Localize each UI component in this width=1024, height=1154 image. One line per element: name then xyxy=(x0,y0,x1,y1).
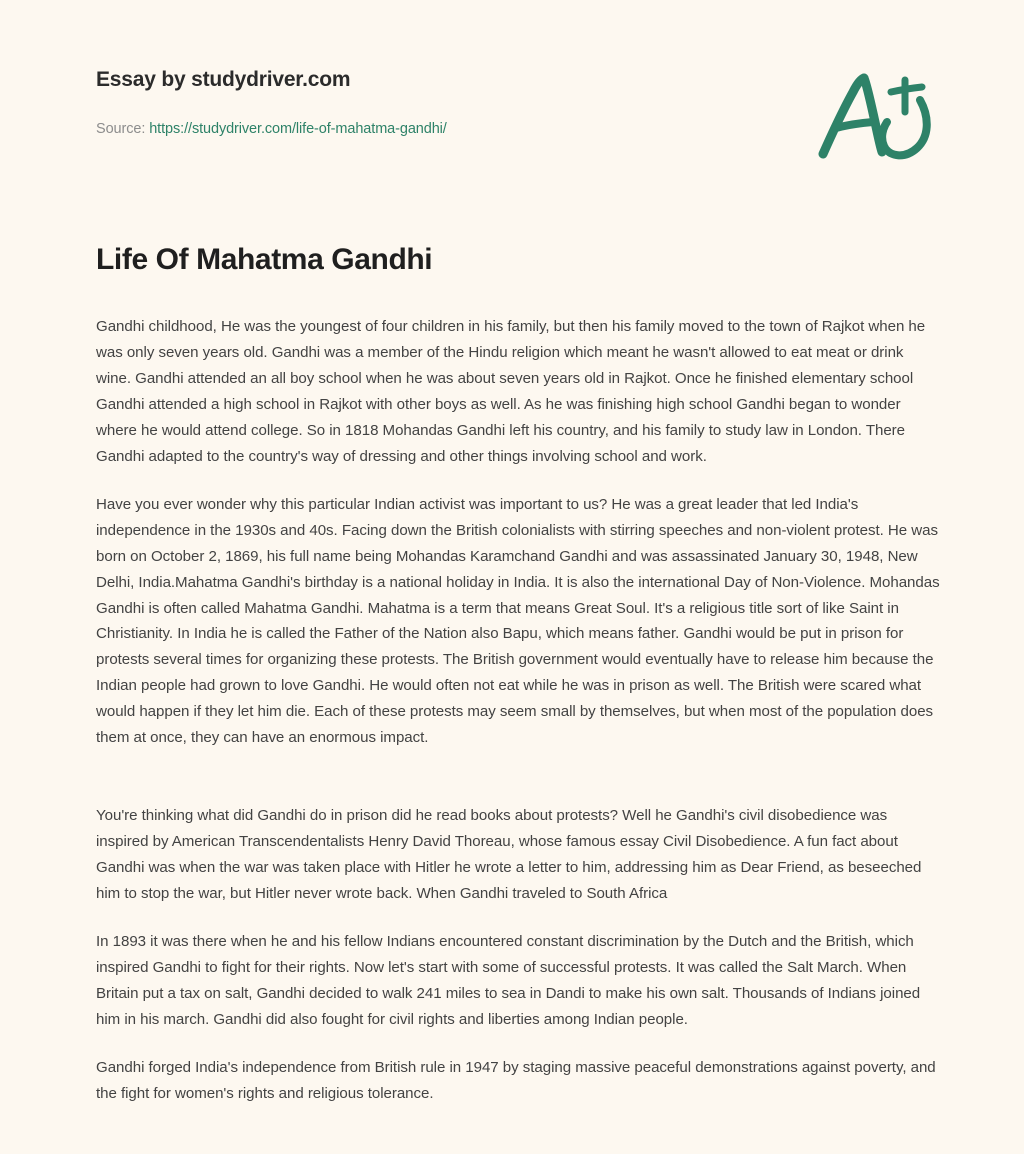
paragraph: You're thinking what did Gandhi do in prison did he read books about protests? Well he Gandhi's civil disobedience was inspired by American Transcendentalists Henry David Thoreau, whose famous essay Civil Disobedience. A fun fact about Gandhi was when the war was taken place with Hitler he wrote a letter to him, addressing him as Dear Friend, as beseeched him to stop the war, but Hitler never wrote back. When Gandhi traveled to South Africa xyxy=(96,807,922,903)
page-title: Life Of Mahatma Gandhi xyxy=(96,243,433,276)
source-url-link[interactable]: https://studydriver.com/life-of-mahatma-gandhi/ xyxy=(149,121,447,137)
paragraph: Have you ever wonder why this particular Indian activist was important to us? He was a great leader that led India's independence in the 1930s and 40s. Facing down the British colonialists with stirring speeches and non-violent protest. He was born on October 2, 1869, his full name being Mohandas Karamchand Gandhi and was assassinated January 30, 1948, New Delhi, India.Mahatma Gandhi's birthday is a national holiday in India. It is also the international Day of Non-Violence. Mohandas Gandhi is often called Mahatma Gandhi. Mahatma is a term that means Great Soul. It's a religious title sort of like Saint in Christianity. In India he is called the Father of the Nation also Bapu, which means father. Gandhi would be put in prison for protests several times for organizing these protests. The British government would eventually have to release him because the Indian people had grown to love Gandhi. He would often not eat while he was in prison as well. The British were scared what would happen if they let him die. Each of these protests may seem small by themselves, but when most of the population does them at once, they can have an enormous impact. xyxy=(96,495,940,747)
source-line xyxy=(96,121,447,137)
paragraph: Gandhi forged India's independence from British rule in 1947 by staging massive peaceful demonstrations against poverty, and the fight for women's rights and religious tolerance. xyxy=(96,1058,936,1102)
a-plus-logo-icon xyxy=(805,62,955,172)
article xyxy=(96,242,941,1107)
source-label: Source: xyxy=(96,121,146,137)
byline: Essay by studydriver.com xyxy=(96,68,351,91)
a-plus-logo[interactable] xyxy=(805,62,955,172)
article-body xyxy=(96,314,941,1107)
paragraph: In 1893 it was there when he and his fellow Indians encountered constant discrimination by the Dutch and the British, which inspired Gandhi to fight for their rights. Now let's start with some of successful protests. It was called the Salt March. When Britain put a tax on salt, Gandhi decided to walk 241 miles to sea in Dandi to make his own salt. Thousands of Indians joined him in his march. Gandhi did also fought for civil rights and liberties among Indian people. xyxy=(96,933,921,1028)
paragraph: Gandhi childhood, He was the youngest of four children in his family, but then his family moved to the town of Rajkot when he was only seven years old. Gandhi was a member of the Hindu religion which meant he wasn't allowed to eat meat or drink wine. Gandhi attended an all boy school when he was about seven years old in Rajkot. Once he finished elementary school Gandhi attended a high school in Rajkot with other boys as well. As he was finishing high school Gandhi began to wonder where he would attend college. So in 1818 Mohandas Gandhi left his country, and his family to study law in London. There Gandhi adapted to the country's way of dressing and other things involving school and work. xyxy=(96,318,926,465)
document-header xyxy=(0,0,1024,200)
